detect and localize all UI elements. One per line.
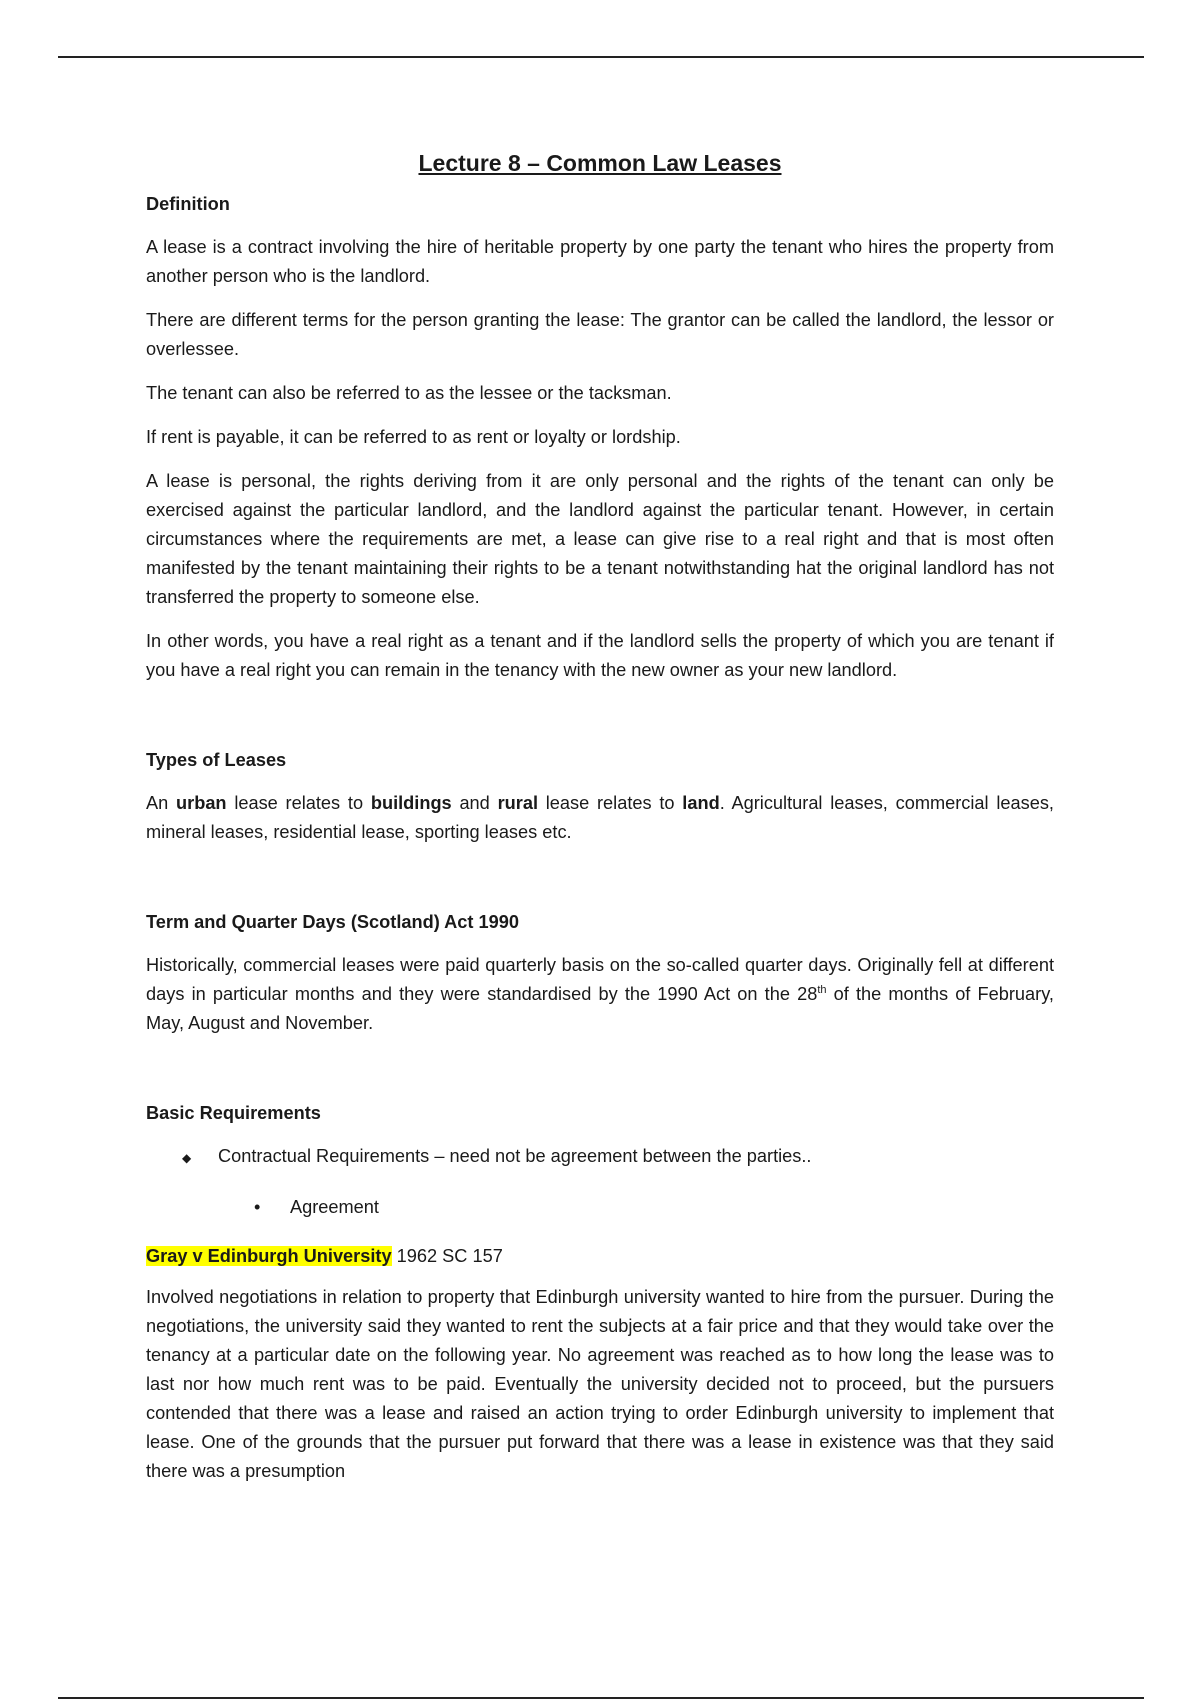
page-top-rule	[58, 56, 1144, 58]
case-reference	[146, 1242, 1054, 1271]
term-days-paragraph: Historically, commercial leases were paid quarterly basis on the so-called quarter days. Originally fell at different days in particular months and they were standardised by the 1990 Act on the 28th of the months of February, May, August and November.	[146, 955, 1054, 1033]
document-page	[146, 148, 1054, 1501]
requirements-heading: Basic Requirements	[146, 1103, 321, 1123]
definition-heading: Definition	[146, 194, 230, 214]
diamond-bullet-icon: ◆	[182, 1151, 192, 1165]
bullet-text: Contractual Requirements – need not be agreement between the parties..	[218, 1146, 812, 1166]
definition-paragraph-1: A lease is a contract involving the hire of heritable property by one party the tenant who hires the property from another person who is the landlord.	[146, 237, 1054, 286]
definition-paragraph-4: If rent is payable, it can be referred to as rent or loyalty or lordship.	[146, 427, 681, 447]
case-paragraph: Involved negotiations in relation to property that Edinburgh university wanted to hire from the pursuer. During the negotiations, the university said they wanted to rent the subjects at a fair price and that they would take over the tenancy at a particular date on the following year. No agreement was reached as to how long the lease was to last nor how much rent was to be paid. Eventually the university decided not to proceed, but the pursuers contended that there was a lease and raised an action trying to order Edinburgh university to implement that lease. One of the grounds that the pursuer put forward that there was a lease in existence was that they said there was a presumption	[146, 1287, 1054, 1481]
definition-paragraph-2: There are different terms for the person granting the lease: The grantor can be called the landlord, the lessor or overlessee.	[146, 310, 1054, 359]
case-name-highlight: Gray v Edinburgh University	[146, 1246, 392, 1266]
types-paragraph: An urban lease relates to buildings and rural lease relates to land. Agricultural leases, commercial leases, mineral leases, residential lease, sporting leases etc.	[146, 793, 1054, 842]
case-citation: 1962 SC 157	[391, 1246, 503, 1266]
list-item	[146, 1193, 1054, 1222]
definition-paragraph-6: In other words, you have a real right as a tenant and if the landlord sells the property of which you are tenant if you have a real right you can remain in the tenancy with the new owner as your new landlord.	[146, 631, 1054, 680]
term-days-heading: Term and Quarter Days (Scotland) Act 1990	[146, 912, 519, 932]
page-bottom-rule	[58, 1697, 1144, 1699]
page-title: Lecture 8 – Common Law Leases	[418, 150, 782, 176]
bullet-text: Agreement	[290, 1197, 379, 1217]
definition-paragraph-5: A lease is personal, the rights deriving from it are only personal and the rights of the tenant can only be exercised against the particular landlord, and the landlord against the particular tenant. However, in certain circumstances where the requirements are met, a lease can give rise to a real right and that is most often manifested by the tenant maintaining their rights to be a tenant notwithstanding hat the original landlord has not transferred the property to someone else.	[146, 471, 1054, 607]
list-item	[146, 1142, 1054, 1173]
types-heading: Types of Leases	[146, 750, 287, 770]
dot-bullet-icon: •	[254, 1197, 261, 1217]
definition-paragraph-3: The tenant can also be referred to as the lessee or the tacksman.	[146, 383, 672, 403]
